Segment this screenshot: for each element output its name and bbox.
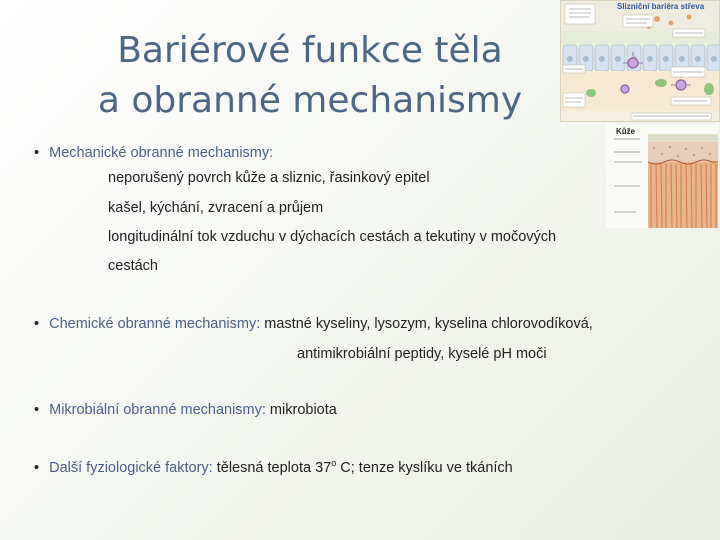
title-line-2: a obranné mechanismy xyxy=(97,80,523,121)
mechanical-item-3: longitudinální tok vzduchu v dýchacích cestách a tekutiny v močových xyxy=(108,229,557,245)
physiological-text-2: C; tenze kyslíku ve tkáních xyxy=(336,459,513,476)
chemical-text-1: mastné kyseliny, lysozym, kyselina chlorovodíková, xyxy=(260,316,593,332)
physiological-text-1: tělesná teplota 37 xyxy=(212,459,332,476)
chemical-line-2: antimikrobiální peptidy, kyselé pH moči xyxy=(297,346,547,362)
title-line-1: Bariérové funkce těla xyxy=(117,30,503,71)
chemical-line-1 xyxy=(34,316,593,332)
skin-label: Kůže xyxy=(616,127,636,136)
microbial-text: mikrobiota xyxy=(265,402,337,418)
microbial-line xyxy=(34,402,337,418)
intestine-figure-title: Slizniční bariéra střeva xyxy=(617,2,705,11)
mechanical-item-1: neporušený povrch kůže a sliznic, řasinkový epitel xyxy=(108,170,430,186)
microbial-heading: Mikrobiální obranné mechanismy: xyxy=(49,402,266,418)
mechanical-heading: • Mechanické obranné mechanismy: xyxy=(34,145,273,161)
chemical-heading: Chemické obranné mechanismy: xyxy=(49,316,261,332)
degree-superscript: o xyxy=(331,458,337,468)
mechanical-item-2: kašel, kýchání, zvracení a průjem xyxy=(108,200,324,216)
physiological-heading: Další fyziologické faktory: xyxy=(49,459,213,476)
mechanical-item-4: cestách xyxy=(108,258,158,274)
physiological-line xyxy=(34,458,513,476)
